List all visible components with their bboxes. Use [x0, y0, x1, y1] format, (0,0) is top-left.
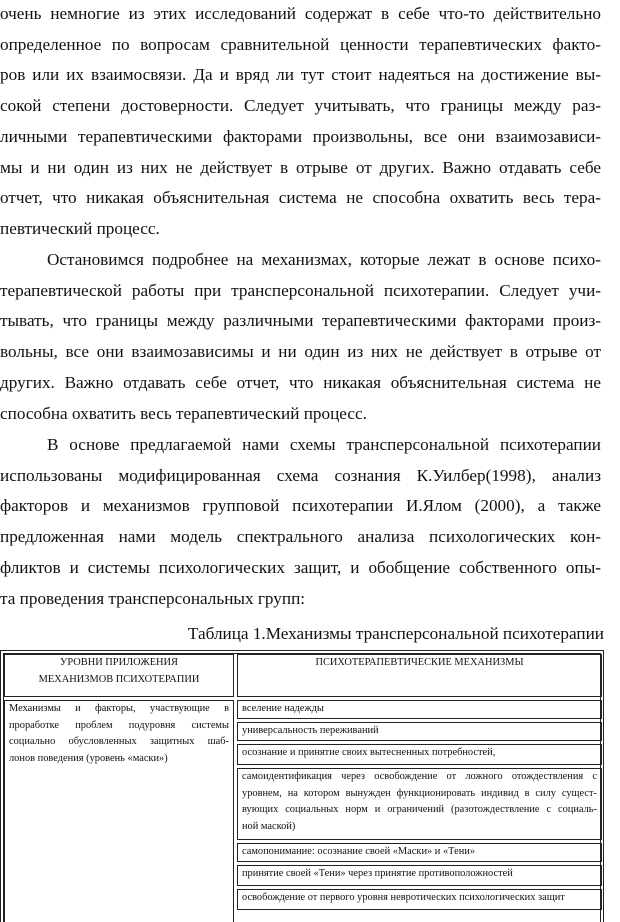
- text-line: очень немногие из этих исследований содержат в себе что-то действительно: [0, 4, 601, 23]
- header-line: ПСИХОТЕРАПЕВТИЧЕСКИЕ МЕХАНИЗМЫ: [315, 657, 524, 668]
- cell-line: проработке проблем подуровня системы: [9, 719, 229, 731]
- text-line: отчет, что никакая объяснительная система не способна охватить весь тера-: [0, 188, 601, 208]
- text-line: В основе предлагаемой нами схемы трансперсональной психотерапии: [47, 435, 601, 454]
- text-line: определенное по вопросам сравнительной ценности терапевтических факто-: [0, 34, 601, 54]
- header-levels: [4, 654, 234, 697]
- paragraph-2: [0, 245, 601, 429]
- mechanism-cell: [237, 865, 602, 886]
- table-caption: Таблица 1.Механизмы трансперсональной психотерапии: [187, 624, 604, 643]
- header-line: МЕХАНИЗМОВ ПСИХОТЕРАПИИ: [38, 673, 200, 685]
- cell-line: уровнем, на котором вынужден функционировать индивид в силу сущест-: [242, 787, 597, 799]
- mechanism-cell: [237, 768, 602, 840]
- text-line: терапевтической работы при трансперсональной психотерапии. Следует учи-: [0, 280, 601, 300]
- table-inner-frame: [3, 653, 601, 922]
- text-line: певтический процесс.: [0, 218, 160, 238]
- mechanism-cell: [237, 889, 602, 910]
- cell-line: самоидентификация через освобождение от ложного отождествления с: [242, 771, 597, 782]
- mechanism-cell: [237, 843, 602, 862]
- text-line: ров или их взаимосвязи. Да и вряд ли тут стоит надеяться на достижение вы-: [0, 65, 601, 85]
- text-line: тывать, что границы между различными терапевтическими факторами произ-: [0, 311, 601, 331]
- level-mask-cell: [4, 700, 234, 922]
- text-line: предложенная нами модель спектрального анализа психологических кон-: [0, 527, 601, 547]
- cell-line: универсальность переживаний: [242, 725, 379, 736]
- cell-line: вующих социальных норм и ограничений (разотождествление с социаль-: [242, 804, 597, 816]
- mechanism-cell: [237, 700, 602, 719]
- cell-line: осознание и принятие своих вытесненных потребностей,: [242, 747, 496, 758]
- text-line: факторов и механизмов групповой психотерапии И.Ялом (2000), а также: [0, 496, 601, 516]
- text-line: мы и ни один из них не действует в отрыве от других. Важно отдавать себе: [0, 157, 601, 177]
- text-line: Остановимся подробнее на механизмах, которые лежат в основе психо-: [47, 250, 601, 269]
- cell-line: социально обусловленных защитных шаб-: [9, 736, 229, 748]
- mechanisms-table: [0, 650, 604, 922]
- paragraph-3: [0, 430, 601, 614]
- cell-line: Механизмы и факторы, участвующие в: [9, 703, 229, 714]
- text-line: та проведения трансперсональных групп:: [0, 588, 306, 608]
- cell-line: самопонимание: осознание своей «Маски» и «Тени»: [242, 846, 476, 857]
- paragraph-1: [0, 0, 601, 245]
- cell-line: принятие своей «Тени» через принятие противоположностей: [242, 868, 513, 879]
- text-line: фликтов и системы психологических защит, и обобщение собственного опы-: [0, 557, 601, 577]
- mechanism-cell: [237, 722, 602, 741]
- header-mechanisms: [237, 654, 602, 697]
- cell-line: лонов поведения (уровень «маски»): [9, 752, 168, 764]
- cell-line: ной маской): [242, 820, 296, 832]
- text-line: способна охватить весь терапевтический процесс.: [0, 403, 367, 423]
- text-line: использованы модифицированная схема сознания К.Уилбер(1998), анализ: [0, 465, 601, 485]
- cell-line: освобождение от первого уровня невротических психологических защит: [242, 892, 565, 903]
- mechanism-cell: [237, 744, 602, 765]
- text-line: других. Важно отдавать себе отчет, что никакая объяснительная система не: [0, 372, 601, 392]
- text-line: вольны, все они взаимозависимы и ни один из них не действует в отрыве от: [0, 342, 601, 362]
- text-line: личными терапевтическими факторами произвольны, все они взаимозависи-: [0, 126, 601, 146]
- cell-line: вселение надежды: [242, 703, 324, 714]
- text-line: сокой степени достоверности. Следует учитывать, что границы между раз-: [0, 96, 601, 116]
- header-line: УРОВНИ ПРИЛОЖЕНИЯ: [60, 657, 178, 668]
